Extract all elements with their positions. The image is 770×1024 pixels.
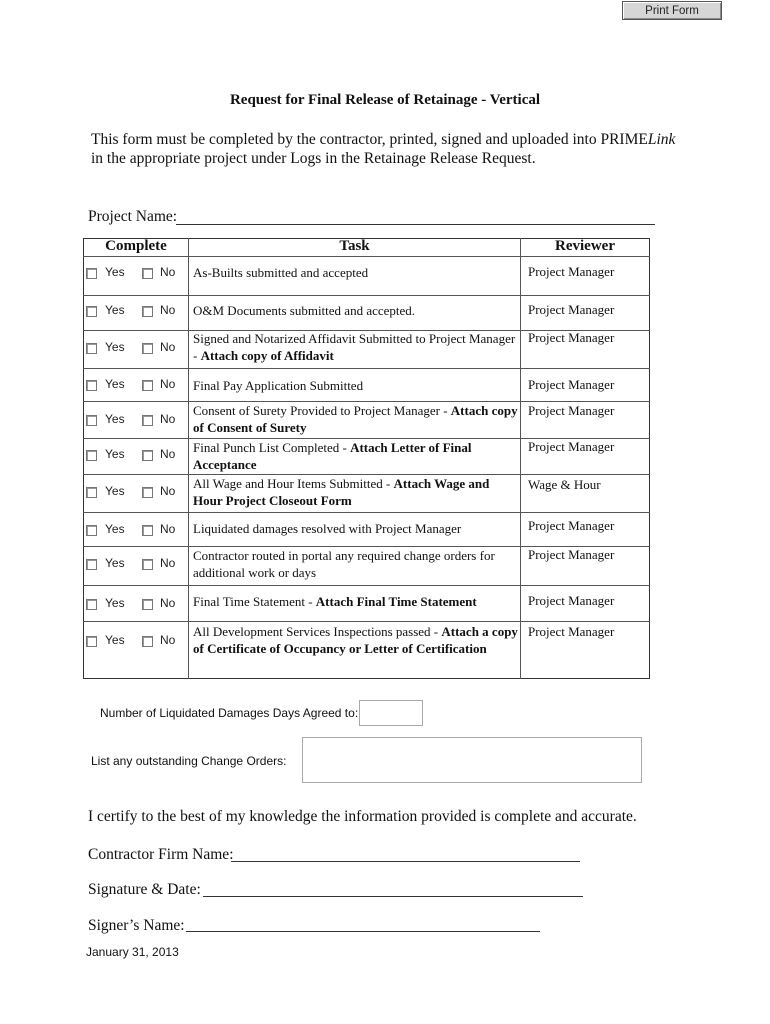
yes-label: Yes	[105, 447, 125, 461]
yes-label: Yes	[105, 303, 125, 317]
no-label: No	[160, 303, 176, 317]
no-checkbox[interactable]	[142, 415, 153, 426]
reviewer-text: Project Manager	[528, 377, 615, 392]
yes-label: Yes	[105, 412, 125, 426]
row-divider	[83, 512, 650, 513]
reviewer-text: Project Manager	[528, 439, 615, 454]
yes-label: Yes	[105, 556, 125, 570]
yes-label: Yes	[105, 340, 125, 354]
task-plain: Signed and Notarized Affidavit Submitted to Project Manager -	[193, 331, 516, 363]
yes-checkbox[interactable]	[86, 415, 97, 426]
task-text	[193, 402, 519, 436]
yes-label: Yes	[105, 633, 125, 647]
reviewer-text: Project Manager	[528, 330, 615, 345]
no-label: No	[160, 633, 176, 647]
no-checkbox[interactable]	[142, 636, 153, 647]
task-plain: All Development Services Inspections passed -	[193, 624, 442, 639]
task-text	[193, 593, 519, 610]
contractor-firm-label: Contractor Firm Name:	[88, 846, 234, 863]
reviewer-text: Project Manager	[528, 624, 615, 639]
no-checkbox[interactable]	[142, 487, 153, 498]
signer-name-line[interactable]	[186, 931, 540, 932]
task-text	[193, 520, 519, 537]
yes-checkbox[interactable]	[86, 343, 97, 354]
column-divider-1	[188, 238, 189, 679]
yes-checkbox[interactable]	[86, 380, 97, 391]
header-reviewer: Reviewer	[555, 238, 615, 254]
no-label: No	[160, 412, 176, 426]
row-divider	[83, 256, 650, 257]
yes-label: Yes	[105, 596, 125, 610]
print-form-button[interactable]: Print Form	[622, 1, 722, 20]
task-text	[193, 264, 519, 281]
header-task: Task	[339, 238, 370, 254]
task-text	[193, 623, 519, 657]
header-complete: Complete	[105, 238, 167, 254]
task-plain: All Wage and Hour Items Submitted -	[193, 476, 394, 491]
intro-line1: This form must be completed by the contractor, printed, signed and uploaded into PRIME	[91, 131, 648, 148]
task-text	[193, 330, 519, 364]
task-bold: Attach a copy of Certificate of Occupancy or Letter of Certification	[193, 624, 518, 656]
yes-label: Yes	[105, 377, 125, 391]
no-checkbox[interactable]	[142, 450, 153, 461]
task-plain: Contractor routed in portal any required change orders for additional work or days	[193, 548, 495, 580]
no-label: No	[160, 447, 176, 461]
no-checkbox[interactable]	[142, 306, 153, 317]
task-text	[193, 475, 519, 509]
task-plain: Final Punch List Completed -	[193, 440, 351, 455]
no-checkbox[interactable]	[142, 380, 153, 391]
yes-checkbox[interactable]	[86, 525, 97, 536]
no-label: No	[160, 596, 176, 610]
contractor-firm-line[interactable]	[231, 861, 580, 862]
task-bold: Attach Wage and Hour Project Closeout Form	[193, 476, 490, 508]
reviewer-text: Project Manager	[528, 403, 615, 418]
row-divider	[83, 295, 650, 296]
row-divider	[83, 585, 650, 586]
signature-date-line[interactable]	[203, 896, 583, 897]
task-plain: Final Pay Application Submitted	[193, 378, 364, 393]
no-label: No	[160, 377, 176, 391]
reviewer-text: Project Manager	[528, 547, 615, 562]
no-checkbox[interactable]	[142, 343, 153, 354]
intro-text	[91, 130, 691, 168]
no-checkbox[interactable]	[142, 599, 153, 610]
no-label: No	[160, 484, 176, 498]
task-text	[193, 377, 519, 394]
no-checkbox[interactable]	[142, 525, 153, 536]
yes-checkbox[interactable]	[86, 636, 97, 647]
task-plain: O&M Documents submitted and accepted.	[193, 303, 416, 318]
task-bold: Attach copy of Consent of Surety	[193, 403, 518, 435]
reviewer-text: Project Manager	[528, 302, 615, 317]
no-label: No	[160, 556, 176, 570]
no-label: No	[160, 522, 176, 536]
row-divider	[83, 621, 650, 622]
change-orders-input[interactable]	[302, 737, 642, 783]
certify-statement: I certify to the best of my knowledge the information provided is complete and accurate.	[88, 808, 637, 825]
yes-checkbox[interactable]	[86, 268, 97, 279]
row-divider	[83, 368, 650, 369]
task-plain: Final Time Statement -	[193, 594, 316, 609]
form-title: Request for Final Release of Retainage - Vertical	[229, 92, 541, 108]
reviewer-text: Wage & Hour	[528, 477, 601, 492]
reviewer-text: Project Manager	[528, 593, 615, 608]
column-divider-2	[520, 238, 521, 679]
yes-label: Yes	[105, 522, 125, 536]
task-plain: Consent of Surety Provided to Project Manager -	[193, 403, 451, 418]
task-text	[193, 439, 519, 473]
reviewer-text: Project Manager	[528, 264, 615, 279]
yes-checkbox[interactable]	[86, 306, 97, 317]
task-bold: Attach Letter of Final Acceptance	[193, 440, 472, 472]
project-name-label: Project Name:	[88, 208, 178, 225]
task-bold: Attach copy of Affidavit	[200, 348, 334, 363]
task-plain: As-Builts submitted and accepted	[193, 265, 369, 280]
project-name-field[interactable]	[176, 224, 655, 225]
yes-label: Yes	[105, 484, 125, 498]
intro-line1-italic: Link	[647, 131, 676, 148]
no-label: No	[160, 265, 176, 279]
task-text	[193, 547, 519, 581]
no-checkbox[interactable]	[142, 268, 153, 279]
signer-name-label: Signer’s Name:	[88, 917, 185, 934]
yes-label: Yes	[105, 265, 125, 279]
reviewer-text: Project Manager	[528, 518, 615, 533]
task-plain: Liquidated damages resolved with Project Manager	[193, 521, 462, 536]
task-text	[193, 302, 519, 319]
liquidated-days-input[interactable]	[359, 700, 423, 726]
signature-date-label: Signature & Date:	[88, 881, 201, 898]
no-checkbox[interactable]	[142, 559, 153, 570]
yes-checkbox[interactable]	[86, 559, 97, 570]
yes-checkbox[interactable]	[86, 487, 97, 498]
yes-checkbox[interactable]	[86, 450, 97, 461]
intro-line2: in the appropriate project under Logs in the Retainage Release Request.	[91, 150, 536, 167]
yes-checkbox[interactable]	[86, 599, 97, 610]
liquidated-days-label: Number of Liquidated Damages Days Agreed to:	[100, 706, 359, 720]
footer-date: January 31, 2013	[86, 945, 179, 959]
task-bold: Attach Final Time Statement	[315, 594, 477, 609]
no-label: No	[160, 340, 176, 354]
change-orders-label: List any outstanding Change Orders:	[91, 754, 287, 768]
